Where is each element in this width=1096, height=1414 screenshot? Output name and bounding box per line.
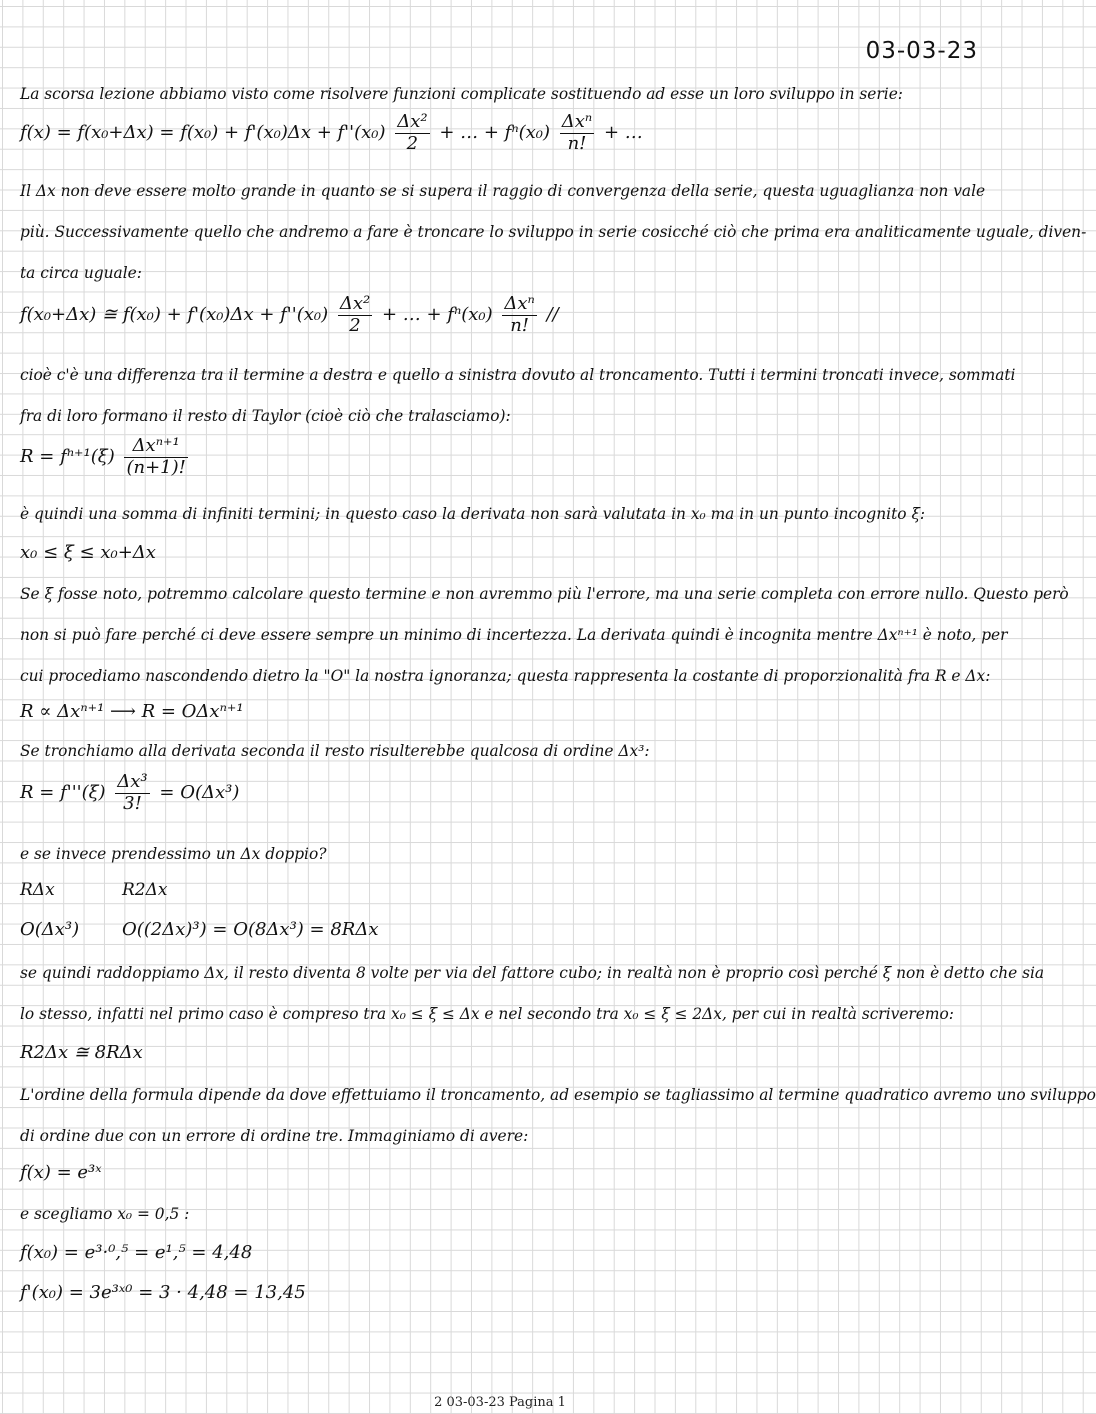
fraction-denominator: n! xyxy=(567,132,587,154)
text-line: Se tronchiamo alla derivata seconda il resto risulterebbe qualcosa di ordine Δx³: xyxy=(20,742,650,760)
text-line: Il Δx non deve essere molto grande in quanto se si supera il raggio di convergenza della serie, questa uguaglianza non vale xyxy=(20,182,986,200)
eq-part: f(x₀+Δx) ≅ f(x₀) + f'(x₀)Δx + f''(x₀) xyxy=(20,304,329,326)
page-date: 03-03-23 xyxy=(865,38,978,64)
fraction-numerator: Δx² xyxy=(397,111,428,132)
fraction xyxy=(395,112,429,154)
fraction-numerator: Δxⁿ xyxy=(561,111,593,132)
equation-proportionality: R ∝ Δxⁿ⁺¹ ⟶ R = OΔxⁿ⁺¹ xyxy=(20,701,244,722)
eq-part: + … + fⁿ(x₀) xyxy=(381,304,493,326)
equation-taylor-series xyxy=(20,112,982,154)
text-line: di ordine due con un errore di ordine tre. Immaginiamo di avere: xyxy=(20,1127,529,1145)
fraction-numerator: Δxⁿ⁺¹ xyxy=(124,436,187,458)
text-line: cui procediamo nascondendo dietro la "O" la nostra ignoranza; questa rappresenta la costante di proporzionalità fra R e Δx: xyxy=(20,667,991,685)
fraction-denominator: (n+1)! xyxy=(126,456,186,478)
eq-part: f(x) = f(x₀+Δx) = f(x₀) + f'(x₀)Δx + f''(x₀) xyxy=(20,122,386,144)
eq-part: + … + fⁿ(x₀) xyxy=(439,122,551,144)
fraction-denominator: 3! xyxy=(123,792,142,814)
text-line: ta circa uguale: xyxy=(20,264,142,282)
fraction xyxy=(502,294,536,336)
equation-xi-interval: x₀ ≤ ξ ≤ x₀+Δx xyxy=(20,542,156,563)
fraction xyxy=(115,772,149,814)
label-r-dx: RΔx xyxy=(20,880,55,900)
text-line: lo stesso, infatti nel primo caso è compreso tra x₀ ≤ ξ ≤ Δx e nel secondo tra x₀ ≤ ξ ≤ 2Δx, per cui in realtà scriveremo: xyxy=(20,1005,954,1023)
equation-f-at-x0: f(x₀) = e³·⁰,⁵ = e¹,⁵ = 4,48 xyxy=(20,1242,253,1263)
page-footer: 2 03-03-23 Pagina 1 xyxy=(434,1395,566,1410)
text-line: e se invece prendessimo un Δx doppio? xyxy=(20,845,327,863)
equation-order-2dx: O((2Δx)³) = O(8Δx³) = 8RΔx xyxy=(122,919,379,940)
text-line: e scegliamo x₀ = 0,5 : xyxy=(20,1205,190,1223)
fraction xyxy=(338,294,372,336)
label-r-2dx: R2Δx xyxy=(122,880,168,900)
equation-third-order-remainder xyxy=(20,772,982,814)
fraction-denominator: 2 xyxy=(349,314,361,336)
equation-remainder-ratio: R2Δx ≅ 8RΔx xyxy=(20,1042,143,1063)
text-line: cioè c'è una differenza tra il termine a destra e quello a sinistra dovuto al troncamento. Tutti i termini troncati invece, sommati xyxy=(20,366,1016,384)
equation-truncated-series xyxy=(20,294,982,336)
fraction-numerator: Δx³ xyxy=(117,771,148,792)
text-line: L'ordine della formula dipende da dove effettuiamo il troncamento, ad esempio se tagliassimo al termine quadratico avremo uno sviluppo xyxy=(20,1086,1096,1104)
equation-f-prime-at-x0: f'(x₀) = 3e³ˣ⁰ = 3 · 4,48 = 13,45 xyxy=(20,1282,306,1303)
eq-part: + … xyxy=(603,122,643,144)
eq-part: = O(Δx³) xyxy=(159,782,240,804)
eq-part: // xyxy=(546,304,559,326)
fraction xyxy=(124,436,187,478)
equation-order-dx: O(Δx³) xyxy=(20,919,80,940)
text-line: fra di loro formano il resto di Taylor (cioè ciò che tralasciamo): xyxy=(20,407,511,425)
equation-taylor-remainder xyxy=(20,436,982,478)
text-line: più. Successivamente quello che andremo a fare è troncare lo sviluppo in serie cosicché ciò che prima era analiticamente uguale, diven- xyxy=(20,223,1087,241)
fraction-numerator: Δxⁿ xyxy=(504,293,535,314)
text-line: La scorsa lezione abbiamo visto come risolvere funzioni complicate sostituendo ad esse un loro sviluppo in serie: xyxy=(20,85,903,103)
eq-part: R = f'''(ξ) xyxy=(20,782,106,804)
fraction-denominator: 2 xyxy=(406,132,419,154)
fraction xyxy=(560,112,594,154)
eq-part: R = fⁿ⁺¹(ξ) xyxy=(20,446,115,468)
fraction-numerator: Δx² xyxy=(339,293,371,314)
text-line: è quindi una somma di infiniti termini; in questo caso la derivata non sarà valutata in x₀ ma in un punto incognito ξ: xyxy=(20,505,926,523)
equation-example-function: f(x) = e³ˣ xyxy=(20,1162,102,1183)
fraction-denominator: n! xyxy=(510,314,530,336)
text-line: se quindi raddoppiamo Δx, il resto diventa 8 volte per via del fattore cubo; in realtà non è proprio così perché ξ non è detto che sia xyxy=(20,964,1045,982)
text-line: non si può fare perché ci deve essere sempre un minimo di incertezza. La derivata quindi è incognita mentre Δxⁿ⁺¹ è noto, per xyxy=(20,626,1008,644)
text-line: Se ξ fosse noto, potremmo calcolare questo termine e non avremmo più l'errore, ma una serie completa con errore nullo. Questo però xyxy=(20,585,1069,603)
